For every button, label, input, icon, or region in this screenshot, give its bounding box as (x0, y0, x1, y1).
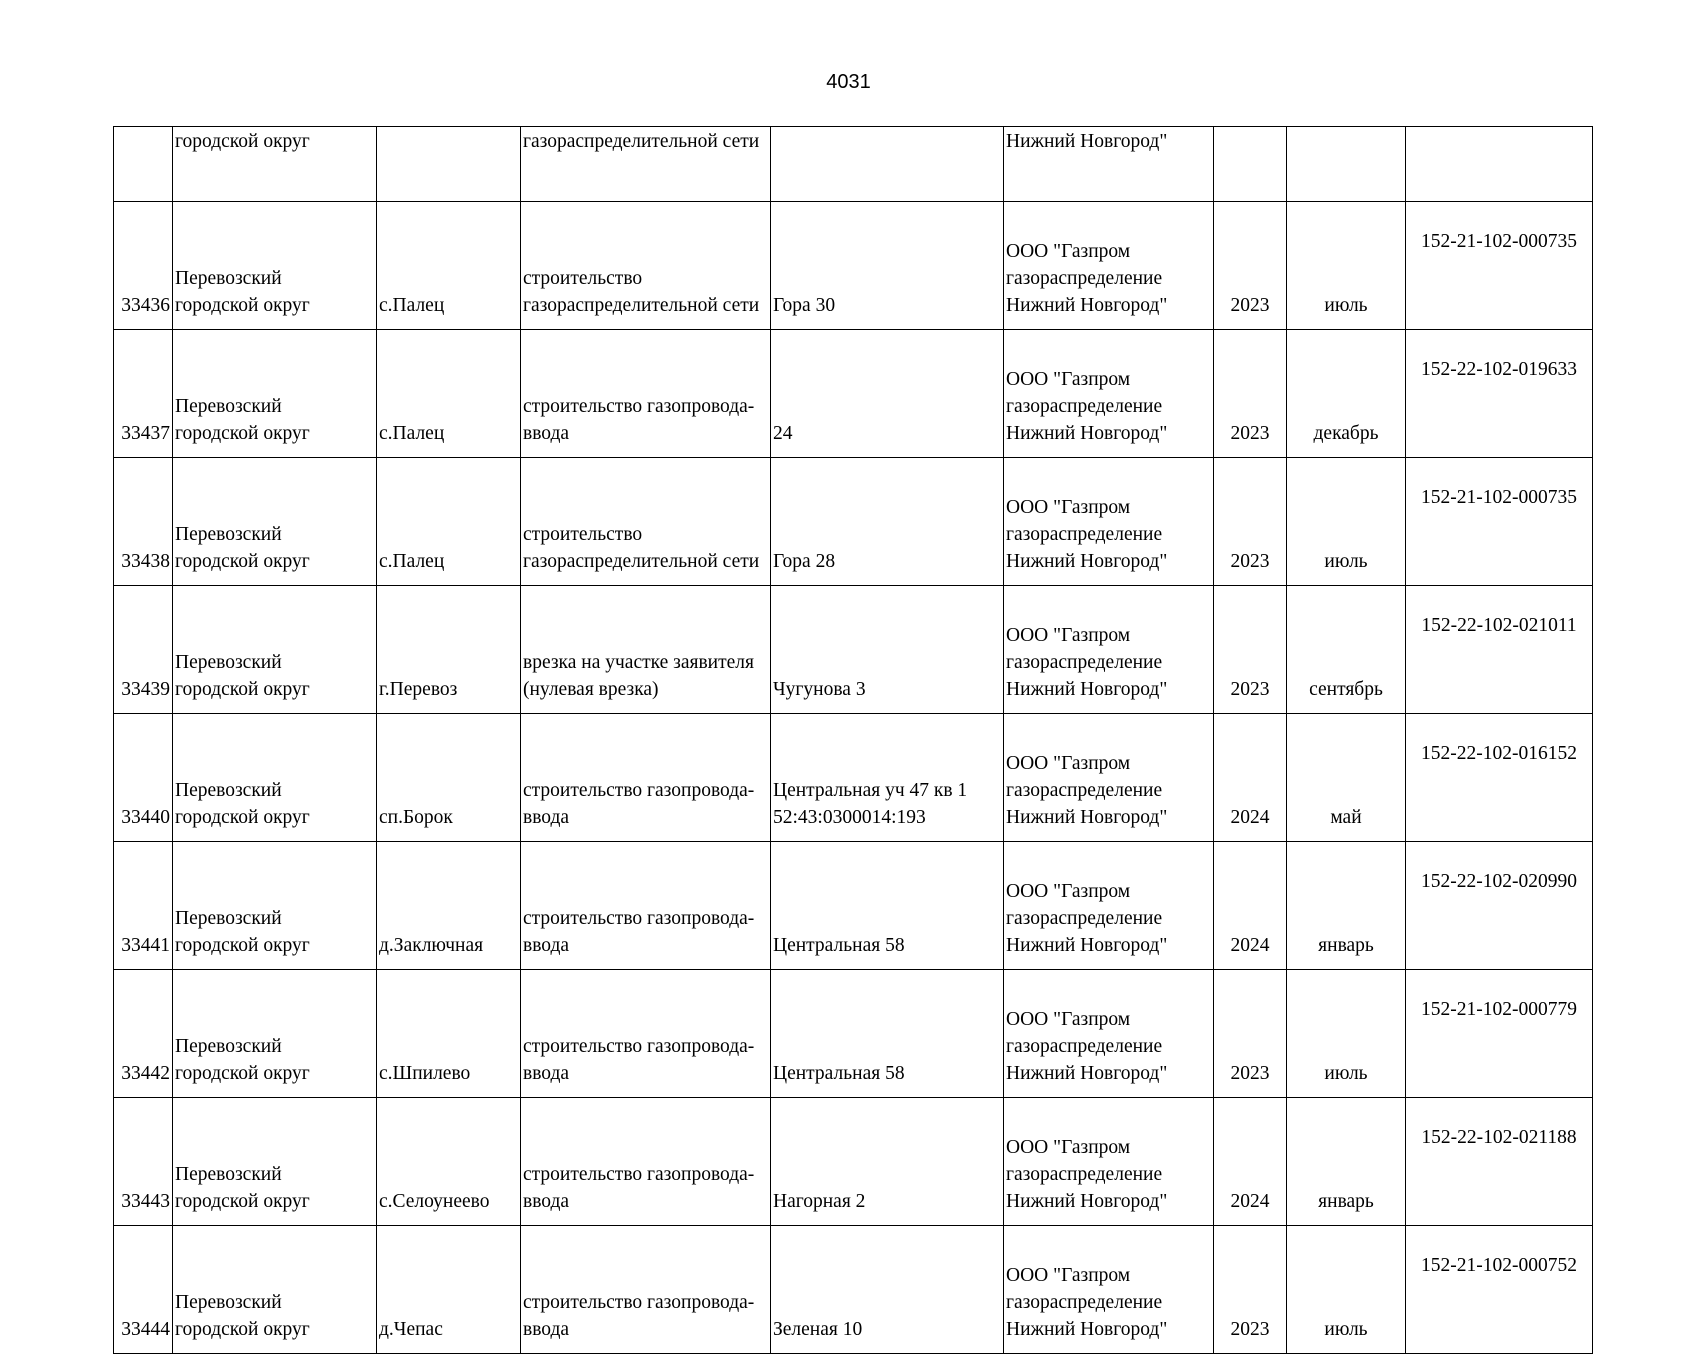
cell-month (1287, 1098, 1406, 1226)
locality: сп.Борок (379, 807, 453, 828)
month: май (1330, 807, 1362, 828)
cell-locality (377, 970, 521, 1098)
org-line-2: газораспределение (1006, 268, 1163, 289)
org-line-2: газораспределение (1006, 1164, 1163, 1185)
address-line-2: Центральная 58 (773, 1063, 905, 1084)
cell-district (173, 970, 377, 1098)
month: декабрь (1313, 423, 1379, 444)
cell-work-type (521, 586, 771, 714)
work-line-2: ввода (523, 807, 570, 828)
month: январь (1318, 1191, 1374, 1212)
org-line-2: газораспределение (1006, 908, 1163, 929)
work-line-1: строительство газопровода- (523, 1036, 755, 1057)
cell-month (1287, 714, 1406, 842)
month: июль (1324, 295, 1368, 316)
district-line-1: Перевозский (175, 652, 282, 673)
cell-code (1406, 586, 1593, 714)
locality: с.Шпилево (379, 1063, 471, 1084)
district-line-1: Перевозский (175, 1036, 282, 1057)
address-line-2: Зеленая 10 (773, 1319, 863, 1340)
locality: с.Палец (379, 423, 445, 444)
org-line-3: Нижний Новгород" (1006, 1319, 1168, 1340)
year: 2024 (1230, 935, 1270, 956)
registration-code: 152-21-102-000779 (1421, 999, 1577, 1020)
registry-table (113, 126, 1593, 1354)
cell-address (771, 970, 1004, 1098)
cell-number (114, 970, 173, 1098)
year: 2024 (1230, 1191, 1270, 1212)
cell-year (1214, 202, 1287, 330)
work-line-2: ввода (523, 1063, 570, 1084)
address-line-2: Центральная 58 (773, 935, 905, 956)
year: 2023 (1230, 295, 1270, 316)
row-number: 33436 (121, 295, 170, 316)
cell-month (1287, 1226, 1406, 1354)
table-row (114, 842, 1593, 970)
work-line-1: строительство газопровода- (523, 1164, 755, 1185)
cell-month (1287, 586, 1406, 714)
row-number: 33438 (121, 551, 170, 572)
locality: г.Перевоз (379, 679, 458, 700)
cell-month (1287, 842, 1406, 970)
registration-code: 152-22-102-020990 (1421, 871, 1577, 892)
org-line-1: ООО "Газпром (1006, 625, 1131, 646)
row-number: 33437 (121, 423, 170, 444)
address-line-2: Гора 28 (773, 551, 836, 572)
cell-district (173, 1098, 377, 1226)
work-line-2: (нулевая врезка) (523, 679, 659, 700)
cell-address (771, 1226, 1004, 1354)
org-line-2: газораспределение (1006, 652, 1163, 673)
address-line-2: Гора 30 (773, 295, 836, 316)
cell-district: городской округ (173, 127, 377, 202)
district-line-1: Перевозский (175, 268, 282, 289)
work-line-2: ввода (523, 935, 570, 956)
work-line-2: ввода (523, 1191, 570, 1212)
table-row (114, 714, 1593, 842)
cell-month (1287, 458, 1406, 586)
cell-number (114, 586, 173, 714)
cell-year (1214, 970, 1287, 1098)
cell-number (114, 127, 173, 202)
district-line-2: городской округ (175, 679, 310, 700)
registration-code: 152-21-102-000735 (1421, 231, 1577, 252)
table-row (114, 1226, 1593, 1354)
cell-code (1406, 714, 1593, 842)
org-line-3: Нижний Новгород" (1006, 935, 1168, 956)
registration-code: 152-22-102-021011 (1421, 615, 1577, 636)
cell-year (1214, 714, 1287, 842)
cell-code (1406, 330, 1593, 458)
cell-organization (1004, 586, 1214, 714)
cell-locality (377, 127, 521, 202)
district-line-1: Перевозский (175, 1164, 282, 1185)
org-line-1: ООО "Газпром (1006, 1009, 1131, 1030)
cell-district (173, 714, 377, 842)
org-line-3: Нижний Новгород" (1006, 1063, 1168, 1084)
district-line-1: Перевозский (175, 396, 282, 417)
table-row (114, 458, 1593, 586)
cell-work-type (521, 970, 771, 1098)
registration-code: 152-21-102-000752 (1421, 1255, 1577, 1276)
org-line-1: ООО "Газпром (1006, 1265, 1131, 1286)
cell-code (1406, 842, 1593, 970)
org-line-2: газораспределение (1006, 524, 1163, 545)
cell-address (771, 714, 1004, 842)
work-line-2: ввода (523, 1319, 570, 1340)
cell-locality (377, 714, 521, 842)
year: 2023 (1230, 679, 1270, 700)
cell-district (173, 202, 377, 330)
month: сентябрь (1309, 679, 1383, 700)
month: июль (1324, 1319, 1368, 1340)
cell-work-type (521, 714, 771, 842)
table-row (114, 330, 1593, 458)
cell-number (114, 842, 173, 970)
address-line-2: Чугунова 3 (773, 679, 866, 700)
cell-month (1287, 127, 1406, 202)
cell-district (173, 458, 377, 586)
cell-number (114, 458, 173, 586)
district-line-2: городской округ (175, 1191, 310, 1212)
cell-address (771, 586, 1004, 714)
cell-month (1287, 330, 1406, 458)
district-line-1: Перевозский (175, 1292, 282, 1313)
address-line-2: 52:43:0300014:193 (773, 807, 926, 828)
table-row-continued (114, 127, 1593, 202)
cell-address (771, 330, 1004, 458)
org-line-3: Нижний Новгород" (1006, 1191, 1168, 1212)
org-line-3: Нижний Новгород" (1006, 295, 1168, 316)
cell-organization (1004, 1226, 1214, 1354)
cell-year (1214, 1226, 1287, 1354)
cell-work-type (521, 330, 771, 458)
work-line-2: газораспределительной сети (523, 551, 760, 572)
org-line-3: Нижний Новгород" (1006, 679, 1168, 700)
registration-code: 152-22-102-019633 (1421, 359, 1577, 380)
year: 2024 (1230, 807, 1270, 828)
cell-organization (1004, 330, 1214, 458)
cell-code (1406, 458, 1593, 586)
cell-work-type (521, 202, 771, 330)
cell-address (771, 1098, 1004, 1226)
work-line-1: строительство (523, 268, 643, 289)
cell-number (114, 330, 173, 458)
row-number: 33439 (121, 679, 170, 700)
table-row (114, 202, 1593, 330)
cell-organization (1004, 970, 1214, 1098)
cell-work-type (521, 842, 771, 970)
registration-code: 152-22-102-021188 (1421, 1127, 1577, 1148)
district-line-2: городской округ (175, 423, 310, 444)
work-line-2: ввода (523, 423, 570, 444)
locality: с.Селоунеево (379, 1191, 490, 1212)
cell-locality (377, 458, 521, 586)
cell-month (1287, 970, 1406, 1098)
district-line-1: Перевозский (175, 908, 282, 929)
cell-locality (377, 1098, 521, 1226)
org-line-1: ООО "Газпром (1006, 241, 1131, 262)
cell-year (1214, 330, 1287, 458)
org-line-1: ООО "Газпром (1006, 753, 1131, 774)
org-line-2: газораспределение (1006, 396, 1163, 417)
district-line-2: городской округ (175, 551, 310, 572)
cell-locality (377, 330, 521, 458)
locality: д.Заключная (379, 935, 484, 956)
row-number: 33443 (121, 1191, 170, 1212)
work-line-1: строительство (523, 524, 643, 545)
cell-code (1406, 1226, 1593, 1354)
org-line-1: ООО "Газпром (1006, 369, 1131, 390)
cell-address (771, 202, 1004, 330)
registration-code: 152-22-102-016152 (1421, 743, 1577, 764)
cell-work-type (521, 458, 771, 586)
page-number: 4031 (826, 71, 871, 93)
cell-code (1406, 202, 1593, 330)
org-line-1: ООО "Газпром (1006, 1137, 1131, 1158)
month: июль (1324, 1063, 1368, 1084)
cell-locality (377, 1226, 521, 1354)
cell-district (173, 1226, 377, 1354)
org-line-3: Нижний Новгород" (1006, 807, 1168, 828)
month: январь (1318, 935, 1374, 956)
district-line-2: городской округ (175, 295, 310, 316)
locality: с.Палец (379, 551, 445, 572)
table-row (114, 970, 1593, 1098)
district-line-2: городской округ (175, 807, 310, 828)
org-line-2: газораспределение (1006, 780, 1163, 801)
year: 2023 (1230, 551, 1270, 572)
cell-organization (1004, 1098, 1214, 1226)
org-line-2: газораспределение (1006, 1036, 1163, 1057)
locality: д.Чепас (379, 1319, 443, 1340)
row-number: 33442 (121, 1063, 170, 1084)
cell-locality (377, 202, 521, 330)
cell-district (173, 330, 377, 458)
cell-code (1406, 970, 1593, 1098)
district-line-1: Перевозский (175, 780, 282, 801)
year: 2023 (1230, 1063, 1270, 1084)
row-number: 33441 (121, 935, 170, 956)
district-line-2: городской округ (175, 1063, 310, 1084)
cell-year (1214, 127, 1287, 202)
row-number: 33444 (121, 1319, 170, 1340)
cell-organization (1004, 458, 1214, 586)
cell-organization (1004, 714, 1214, 842)
cell-number (114, 714, 173, 842)
district-line-1: Перевозский (175, 524, 282, 545)
address-line-2: 24 (773, 423, 793, 444)
org-line-1: ООО "Газпром (1006, 881, 1131, 902)
work-line-1: строительство газопровода- (523, 908, 755, 929)
cell-number (114, 1098, 173, 1226)
org-line-2: газораспределение (1006, 1292, 1163, 1313)
district-line-2: городской округ (175, 935, 310, 956)
work-line-1: врезка на участке заявителя (523, 652, 754, 673)
cell-code (1406, 127, 1593, 202)
cell-code (1406, 1098, 1593, 1226)
table-row (114, 586, 1593, 714)
cell-locality (377, 842, 521, 970)
month: июль (1324, 551, 1368, 572)
address-line-2: Нагорная 2 (773, 1191, 866, 1212)
row-number: 33440 (121, 807, 170, 828)
address-line-1: Центральная уч 47 кв 1 (773, 780, 968, 801)
cell-work-type (521, 1098, 771, 1226)
table-row (114, 1098, 1593, 1226)
cell-district (173, 842, 377, 970)
cell-work-type (521, 1226, 771, 1354)
cell-year (1214, 458, 1287, 586)
cell-year (1214, 586, 1287, 714)
work-line-1: строительство газопровода- (523, 396, 755, 417)
cell-locality (377, 586, 521, 714)
cell-address (771, 127, 1004, 202)
cell-number (114, 1226, 173, 1354)
cell-organization (1004, 842, 1214, 970)
district-line-2: городской округ (175, 1319, 310, 1340)
cell-address (771, 458, 1004, 586)
year: 2023 (1230, 1319, 1270, 1340)
org-line-3: Нижний Новгород" (1006, 551, 1168, 572)
work-line-2: газораспределительной сети (523, 295, 760, 316)
year: 2023 (1230, 423, 1270, 444)
table-body (114, 127, 1593, 1354)
work-line-1: строительство газопровода- (523, 780, 755, 801)
cell-district (173, 586, 377, 714)
cell-number (114, 202, 173, 330)
cell-address (771, 842, 1004, 970)
work-line-1: строительство газопровода- (523, 1292, 755, 1313)
registration-code: 152-21-102-000735 (1421, 487, 1577, 508)
cell-year (1214, 842, 1287, 970)
org-line-3: Нижний Новгород" (1006, 423, 1168, 444)
cell-organization (1004, 202, 1214, 330)
cell-work-type: газораспределительной сети (521, 127, 771, 202)
cell-organization: Нижний Новгород" (1004, 127, 1214, 202)
locality: с.Палец (379, 295, 445, 316)
cell-month (1287, 202, 1406, 330)
cell-year (1214, 1098, 1287, 1226)
org-line-1: ООО "Газпром (1006, 497, 1131, 518)
